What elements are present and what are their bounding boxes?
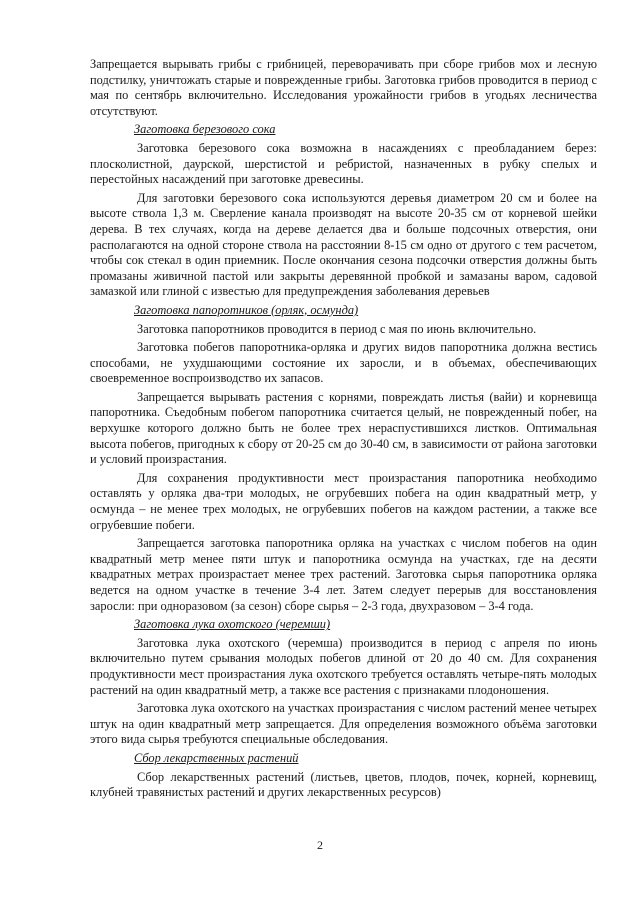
paragraph-ferns-density: Запрещается заготовка папоротника орляка на участках с числом побегов на один квадратный метр менее пяти штук и папоротника осмунда на участках, где на десяти квадратных метрах произрастает менее трех растений. Заготовка сырья папоротника орляка ведется на одном участке в течение 3-4 лет. Затем следует перерыв для восстановления заросли: при одноразовом (за сезон) сборе сырья – 2-3 года, двухразовом – 3-4 года. — [90, 536, 597, 613]
paragraph-ferns-period: Заготовка папоротников проводится в период с мая по июнь включительно. — [137, 321, 537, 336]
heading-wild-onion: Заготовка лука охотского (черемши) — [134, 617, 331, 632]
paragraph-ferns-methods: Заготовка побегов папоротника-орляка и других видов папоротника должна вестись способами, не ухудшающими состояние их заросли, и в объемах, обеспечивающих своевременное воспроизводство их запасов. — [90, 340, 597, 386]
heading-ferns: Заготовка папоротников (орляк, осмунда) — [134, 302, 359, 317]
paragraph-onion-prohibition: Заготовка лука охотского на участках произрастания с числом растений менее четырех штук на один квадратный метр запрещается. Для определения возможного объёма заготовки этого вида сырья требуются специальные обследования. — [90, 701, 597, 747]
paragraph-medicinal-plants: Сбор лекарственных растений (листьев, цветов, плодов, почек, корней, корневищ, клубней травянистых растений и других лекарственных ресурсов) — [90, 769, 597, 800]
page-number: 2 — [317, 838, 323, 852]
paragraph-birch-species: Заготовка березового сока возможна в насаждениях с преобладанием берез: плосколистной, даурской, шерстистой и ребристой, назначенных в рубку спелых и перестойных насаждений при заготовке древесины. — [90, 140, 597, 187]
heading-medicinal-plants: Сбор лекарственных растений — [134, 750, 299, 765]
document-page — [90, 57, 597, 804]
paragraph-ferns-productivity: Для сохранения продуктивности мест произрастания папоротника необходимо оставлять у орляка два-три молодых, не огрубевших побега на один квадратный метр, у осмунда – не менее трех молодых, не огрубевших побегов на каждом растении, а также все огрубевшие побеги. — [90, 470, 597, 532]
paragraph-birch-drilling: Для заготовки березового сока используются деревья диаметром 20 см и более на высоте ствола 1,3 м. Сверление канала производят на высоте 20-35 см от корневой шейки дерева. В тех случаях, когда на дереве делается два и больше подсочных отверстия, они располагаются на одной стороне ствола на расстоянии 8-15 см одно от другого с тем расчетом, чтобы сок стекал в один приемник. После окончания сезона подсочки отверстия должны быть промазаны живичной пастой или закрыты деревянной пробкой и замазаны варом, садовой замазкой или глиной с известью для предупреждения заболевания деревьев — [90, 190, 597, 299]
paragraph-mushrooms: Запрещается вырывать грибы с грибницей, переворачивать при сборе грибов мох и лесную подстилку, уничтожать старые и поврежденные грибы. Заготовка грибов проводится в период с мая по сентябрь включительно. Исследования урожайности грибов в угодьях лесничества отсутствуют. — [90, 57, 597, 118]
paragraph-onion-period: Заготовка лука охотского (черемша) производится в период с апреля по июнь включительно путем срывания молодых побегов длиной от 20 до 40 см. Для сохранения продуктивности мест произрастания лука охотского требуется оставлять четыре-пять молодых растений на один квадратный метр, а также все растения с признаками плодоношения. — [90, 635, 597, 697]
paragraph-ferns-prohibition: Запрещается вырывать растения с корнями, повреждать листья (вайи) и корневища папоротника. Съедобным побегом папоротника считается целый, не поврежденный побег, на верхушке которого должно быть не более трех нераспустившихся листков. Оптимальная высота побегов, пригодных к сбору от 20-25 см до 30-40 см, в зависимости от района заготовки и условий произрастания. — [90, 389, 597, 467]
heading-birch-sap: Заготовка березового сока — [134, 122, 276, 137]
